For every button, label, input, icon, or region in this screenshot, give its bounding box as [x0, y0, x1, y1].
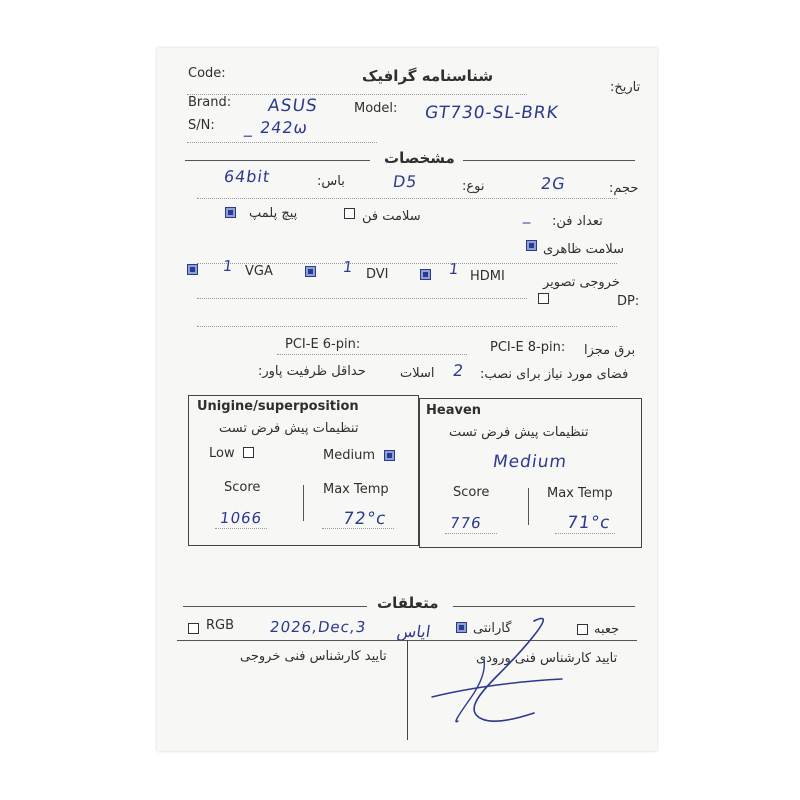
specs-line-1	[197, 198, 617, 199]
box-label: جعبه	[594, 622, 620, 637]
size-label: حجم:	[609, 181, 639, 196]
superposition-default-label: تنظیمات پیش فرض تست	[219, 421, 359, 436]
entry-tech-label: تایید کارشناس فنی ورودی	[476, 651, 618, 666]
specs-rule-left	[185, 160, 370, 161]
hdmi-checkbox[interactable]	[420, 269, 431, 280]
superposition-medium-checkbox[interactable]	[384, 450, 395, 461]
type-label: نوع:	[462, 179, 485, 194]
heaven-default-label: تنظیمات پیش فرض تست	[449, 425, 589, 440]
superposition-medium-label: Medium	[323, 448, 375, 463]
sn-line	[187, 142, 377, 143]
brand-label: Brand:	[188, 95, 232, 110]
rgb-label: RGB	[206, 618, 235, 633]
warranty-date: 2026,Dec,3	[268, 618, 368, 636]
vga-count: 1	[221, 257, 235, 275]
screw-seal-checkbox[interactable]	[225, 207, 236, 218]
exit-tech-label: تایید کارشناس فنی خروجی	[240, 649, 387, 664]
slots-unit: اسلات	[400, 366, 435, 381]
power-line	[277, 354, 467, 355]
code-label: Code:	[188, 66, 226, 81]
heaven-score-line	[445, 533, 497, 534]
dvi-count: 1	[341, 258, 355, 276]
power-label: برق مجزا	[584, 343, 636, 358]
superposition-score-value: 1066	[218, 509, 264, 527]
dp-checkbox[interactable]	[538, 293, 549, 304]
accessories-rule-right	[453, 606, 635, 607]
form-title: شناسنامه گرافیک	[362, 67, 494, 85]
appearance-label: سلامت ظاهری	[543, 242, 625, 257]
accessories-title: متعلقات	[377, 594, 439, 612]
heaven-score-value: 776	[448, 514, 483, 532]
model-label: Model:	[354, 101, 398, 116]
heaven-maxtemp-line	[555, 533, 615, 534]
screw-seal-label: پیچ پلمپ	[249, 206, 298, 221]
fan-health-checkbox[interactable]	[344, 208, 355, 219]
vga-checkbox[interactable]	[187, 264, 198, 275]
specs-title: مشخصات	[384, 149, 455, 167]
pcie8-label: PCI-E 8-pin:	[490, 340, 566, 355]
model-value: GT730-SL-BRK	[423, 103, 561, 123]
fan-count-label: تعداد فن:	[552, 214, 603, 229]
rgb-checkbox[interactable]	[188, 623, 199, 634]
heaven-preset-value: Medium	[491, 452, 569, 472]
psu-label: حداقل ظرفیت پاور:	[258, 364, 366, 379]
slots-label: فضای مورد نیاز برای نصب:	[480, 367, 629, 382]
heaven-maxtemp-value: 71°c	[565, 513, 612, 533]
fan-health-label: سلامت فن	[362, 209, 421, 224]
dvi-label: DVI	[366, 267, 389, 282]
date-label: تاریخ:	[610, 80, 641, 95]
accessories-rule-left	[183, 606, 367, 607]
sn-label: S/N:	[188, 118, 215, 133]
heaven-divider	[528, 488, 529, 525]
appearance-checkbox[interactable]	[526, 240, 537, 251]
superposition-score-line	[215, 528, 267, 529]
pcie6-label: PCI-E 6-pin:	[285, 337, 361, 352]
superposition-low-label: Low	[209, 446, 235, 461]
superposition-score-label: Score	[224, 480, 261, 495]
vga-label: VGA	[245, 264, 273, 279]
slots-value: 2	[451, 361, 466, 380]
warranty-value: ایاس	[395, 622, 432, 641]
graphics-card-id-form	[157, 48, 657, 751]
code-line	[187, 94, 527, 95]
warranty-label: گارانتی	[473, 621, 512, 636]
type-value: D5	[391, 172, 419, 191]
heaven-maxtemp-label: Max Temp	[547, 486, 613, 501]
box-checkbox[interactable]	[577, 624, 588, 635]
superposition-title: Unigine/superposition	[197, 399, 359, 414]
fan-count-value: _	[522, 206, 534, 224]
sn-value: _ 242ω	[243, 118, 310, 137]
approval-divider	[407, 640, 408, 740]
technician-signature	[412, 613, 572, 738]
bus-value: 64bit	[222, 167, 272, 186]
brand-value: ASUS	[266, 96, 320, 116]
superposition-divider	[303, 485, 304, 521]
outputs-line-2	[197, 326, 617, 327]
heaven-score-label: Score	[453, 485, 490, 500]
superposition-maxtemp-line	[322, 528, 394, 529]
superposition-low-checkbox[interactable]	[243, 447, 254, 458]
bus-label: باس:	[317, 174, 345, 189]
hdmi-label: HDMI	[470, 269, 505, 284]
hdmi-count: 1	[447, 260, 461, 278]
outputs-line-1	[197, 298, 527, 299]
specs-rule-right	[463, 160, 635, 161]
dp-label: DP:	[617, 294, 640, 309]
superposition-maxtemp-label: Max Temp	[323, 482, 389, 497]
dvi-checkbox[interactable]	[305, 266, 316, 277]
size-value: 2G	[539, 174, 567, 193]
outputs-label: خروجی تصویر	[543, 275, 620, 290]
superposition-maxtemp-value: 72°c	[341, 509, 388, 529]
heaven-title: Heaven	[426, 403, 482, 418]
